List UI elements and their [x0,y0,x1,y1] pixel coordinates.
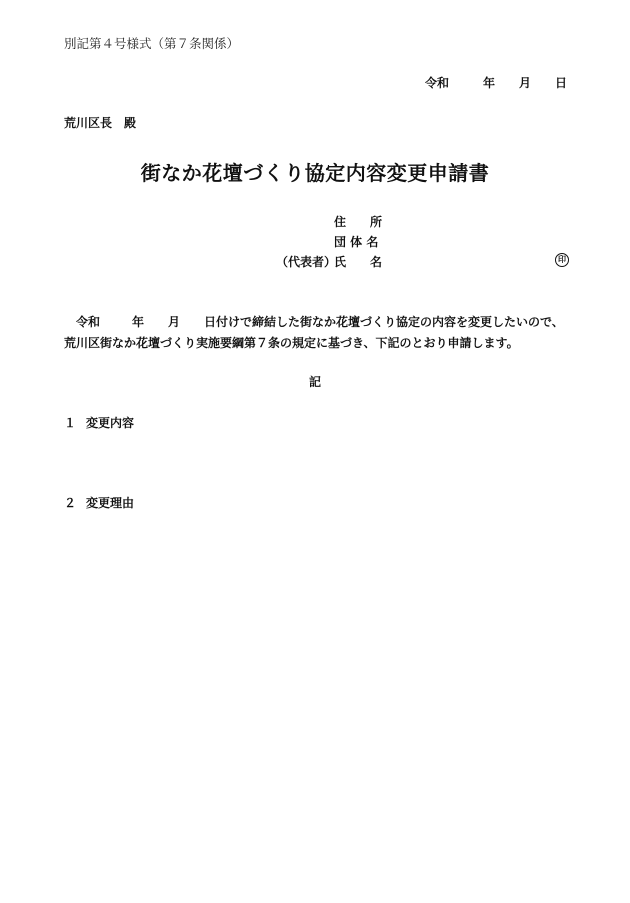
address-row [276,212,382,232]
ki-heading: 記 [308,375,321,389]
item-label: 変更内容 [86,416,135,430]
date-year: 年 [482,76,495,90]
item-number: １ [64,416,77,430]
name-label: 氏 名 [334,255,383,269]
body-year: 年 [132,315,145,329]
date-month: 月 [518,76,531,90]
form-number: 別記第４号様式（第７条関係） [64,36,240,51]
applicant-block [276,212,382,272]
date-era: 令和 [424,76,449,90]
body-era: 令和 [76,315,101,329]
document-title: 街なか花壇づくり協定内容変更申請書 [140,161,490,185]
request-statement [64,312,569,354]
addressee: 荒川区長 殿 [64,116,137,130]
date-line [425,74,567,91]
item-change-reason [64,494,134,511]
body-month: 月 [168,315,181,329]
item-change-content [64,414,134,431]
group-row [276,232,382,252]
item-label: 変更理由 [86,496,135,510]
representative-prefix: （代表者） [276,255,337,269]
group-name-label: 団 体 名 [334,235,379,249]
name-row [276,252,382,272]
address-label: 住 所 [334,215,383,229]
body-text: 日付けで締結した街なか花壇づくり協定の内容を変更したいので、荒川区街なか花壇づくり実施要綱第７条の規定に基づき、下記のとおり申請します。 [64,315,564,350]
seal-mark: 印 [555,253,569,267]
date-day: 日 [554,76,567,90]
item-number: ２ [64,496,77,510]
